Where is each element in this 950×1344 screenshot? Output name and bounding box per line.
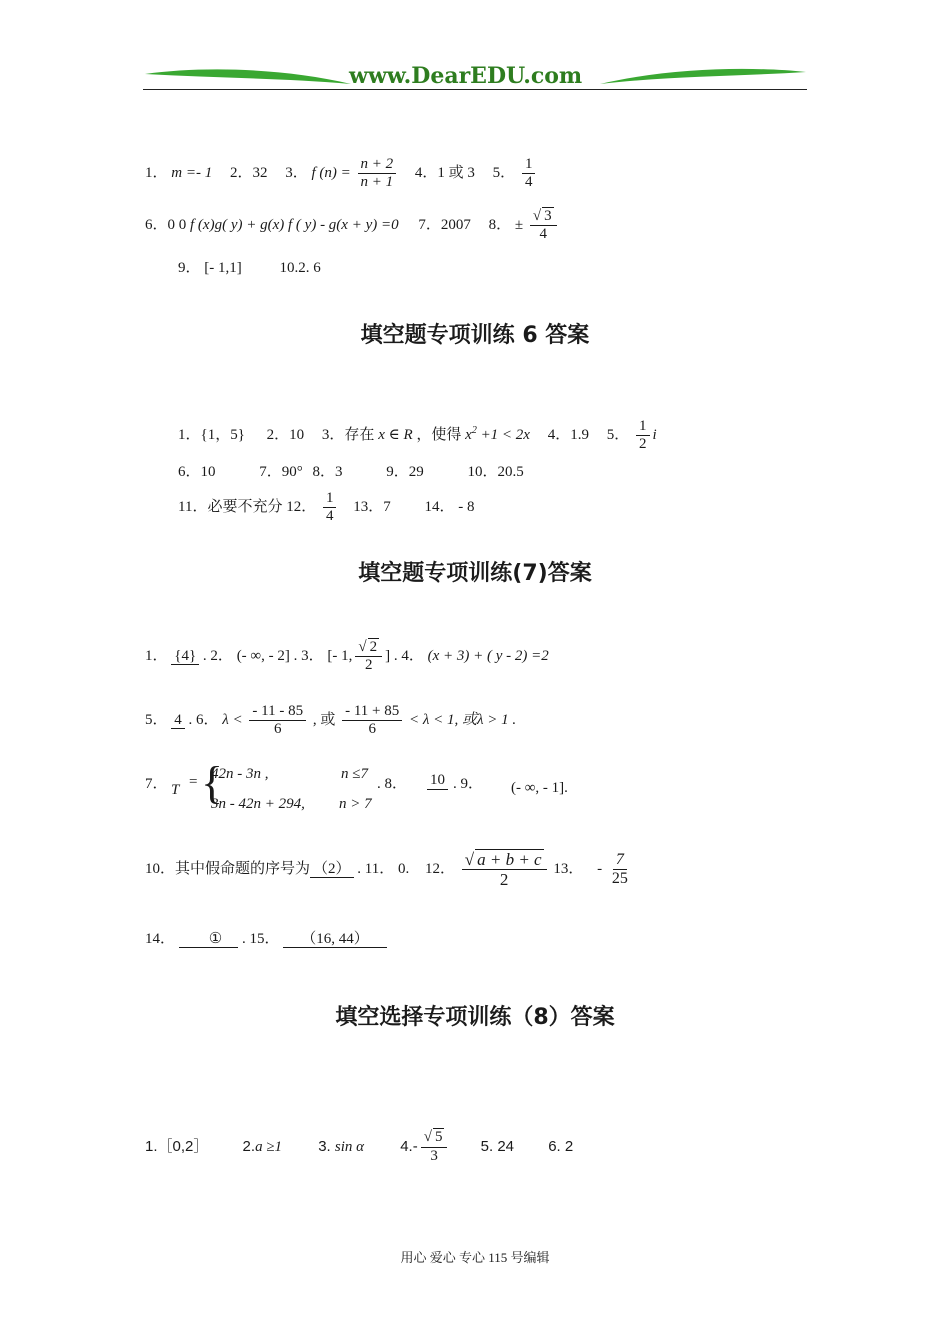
answer-value: ± [514,217,524,233]
answer-index: 9． [178,260,201,276]
answers-row [145,1124,573,1170]
fraction: $\frac{- 11 + 85}{6}$ [342,703,402,739]
answer-value: $x^2 +1 < 2x$ [465,425,530,443]
answer-value: {4} [171,648,199,665]
fraction: $\frac{√ 2}{2}$ [355,639,382,675]
answer-value: [- 1,1] [204,260,242,276]
answer-index: 6．0 0 [145,217,187,233]
answer-index: 5． [145,712,168,728]
answer-index: 2．32 [229,165,268,181]
answer-index: 4．1.9 [547,427,589,443]
answer-index: 4.- [400,1138,418,1155]
answer-text: , 或 [312,712,336,728]
fraction: $\frac{1}{4}$ [522,156,536,192]
fraction: $\frac{√ a + b + c}{2}$ [462,850,547,890]
answer-index: 2．10 [266,427,305,443]
answer-index: 8．3 [312,464,343,480]
answer-index: 3. [318,1138,331,1155]
answer-index: 2. [242,1138,256,1155]
answers-row [178,256,321,277]
answers-row [178,408,657,458]
answer-value: (x + 3) + ( y - 2) =2 [427,648,549,664]
answer-index: 10．其中假命题的序号为 [145,861,311,877]
answer-index: . 2． [202,648,233,664]
answer-index: . 8． [377,776,408,792]
answer-index: 5. 24 [480,1138,515,1155]
piecewise-case: 42n - 3n , [211,766,269,782]
answer-index: 4．1 或 3 [414,165,475,181]
answer-value: m =- 1 [171,165,213,181]
answer-index: 5． [606,427,630,443]
answer-value: [- 1, [327,648,353,664]
answer-value: ① [179,931,238,948]
answer-index: 8． [488,217,512,233]
answer-value: sin α [334,1139,365,1155]
fraction: $\frac{7}{25}$ [611,850,628,888]
answer-index: 9．29 [386,464,424,480]
answer-value: f (x)g( y) + g(x) f ( y) - g(x + y) =0 [190,217,399,233]
piecewise-condition: n > 7 [339,796,372,812]
answer-value: （16, 44） [283,931,387,948]
page-footer: 用心 爱心 专心 115 号编辑 [400,1250,550,1265]
answer-index: 11．必要不充分 [178,499,283,515]
answer-index: 1． [145,648,168,664]
answers-row [145,150,538,196]
answer-index: 13． [553,861,584,877]
answers-row [178,460,524,481]
answer-value: λ < [222,712,243,728]
answer-index: . 4． [393,648,424,664]
leaf-swoosh-right-icon [598,64,808,92]
answer-value: (- ∞, - 1]. [511,780,568,796]
section-title: 填空题专项训练(7)答案 [358,561,592,586]
answer-index: 7． [145,776,168,792]
site-logo-text: www.DearEDU.com [349,63,583,89]
answers-row [145,633,549,679]
answer-index: 13．7 [353,499,391,515]
answer-value: < λ < 1, 或λ > 1 . [409,712,517,728]
answer-index: 12． [286,499,317,515]
fraction: $\frac{√ 3}{4}$ [530,208,557,244]
answer-text: ，使得 [416,427,462,443]
answer-index: . 9． [453,776,484,792]
answers-row [145,697,516,743]
fraction: $\frac{n + 2}{n + 1}$ [358,156,397,192]
answer-value: 10 [427,772,448,790]
answer-index: 10.2. 6 [279,260,321,276]
answer-value: - [597,861,603,877]
answer-index: 14． [424,499,455,515]
answer-value: a ≥1 [255,1139,283,1155]
answers-row [145,202,560,248]
header-rule [143,89,807,90]
header-banner [143,62,807,94]
fraction: $\frac{1}{4}$ [323,490,337,526]
answer-index: . 3． [293,648,324,664]
answer-index: 1.［0,2］ [145,1138,209,1155]
answer-value: x ∈ R [378,427,413,443]
answer-index: 5． [492,165,516,181]
section-title: 填空选择专项训练（8）答案 [335,1005,615,1030]
answer-value: T [171,782,180,798]
answer-index: 7．2007 [418,217,471,233]
piecewise-case: 3n - 42n + 294, [211,796,305,812]
fraction: $\frac{√ 5}{3}$ [421,1129,448,1165]
answer-index: 14． [145,931,176,947]
answer-index: 3． [285,165,308,181]
answer-index: . 6． [188,712,219,728]
answer-index: 7．90° [259,464,303,480]
answer-value: - 8 [458,499,475,515]
answer-index: 6．10 [178,464,216,480]
answer-index: 6. 2 [548,1138,574,1155]
answer-value: 4 [171,712,185,729]
answer-index: 1． [145,165,168,181]
answer-text: = [189,774,198,790]
piecewise-condition: n ≤7 [341,766,368,782]
answer-value: （2） [310,861,354,878]
leaf-swoosh-left-icon [143,64,353,92]
piecewise-brace: { [201,757,224,808]
imaginary-unit: i [652,427,657,443]
bracket: ] [385,648,391,664]
section-title: 填空题专项训练 6 答案 [360,323,590,348]
answers-row [145,927,387,948]
answer-index: 12． [424,861,455,877]
answer-value: f (n) = [311,165,351,181]
answer-index: . 11． 0. [357,861,410,877]
answer-index: 10．20.5 [467,464,524,480]
answer-index: 1．{1，5} [178,427,245,443]
fraction: $\frac{- 11 - 85}{6}$ [249,703,306,739]
fraction: $\frac{1}{2}$ [636,418,650,454]
answer-index: . 15． [241,931,280,947]
answer-value: (- ∞, - 2] [236,648,290,664]
answers-row [145,846,634,892]
answers-row [178,484,475,530]
answer-index: 3．存在 [321,427,375,443]
